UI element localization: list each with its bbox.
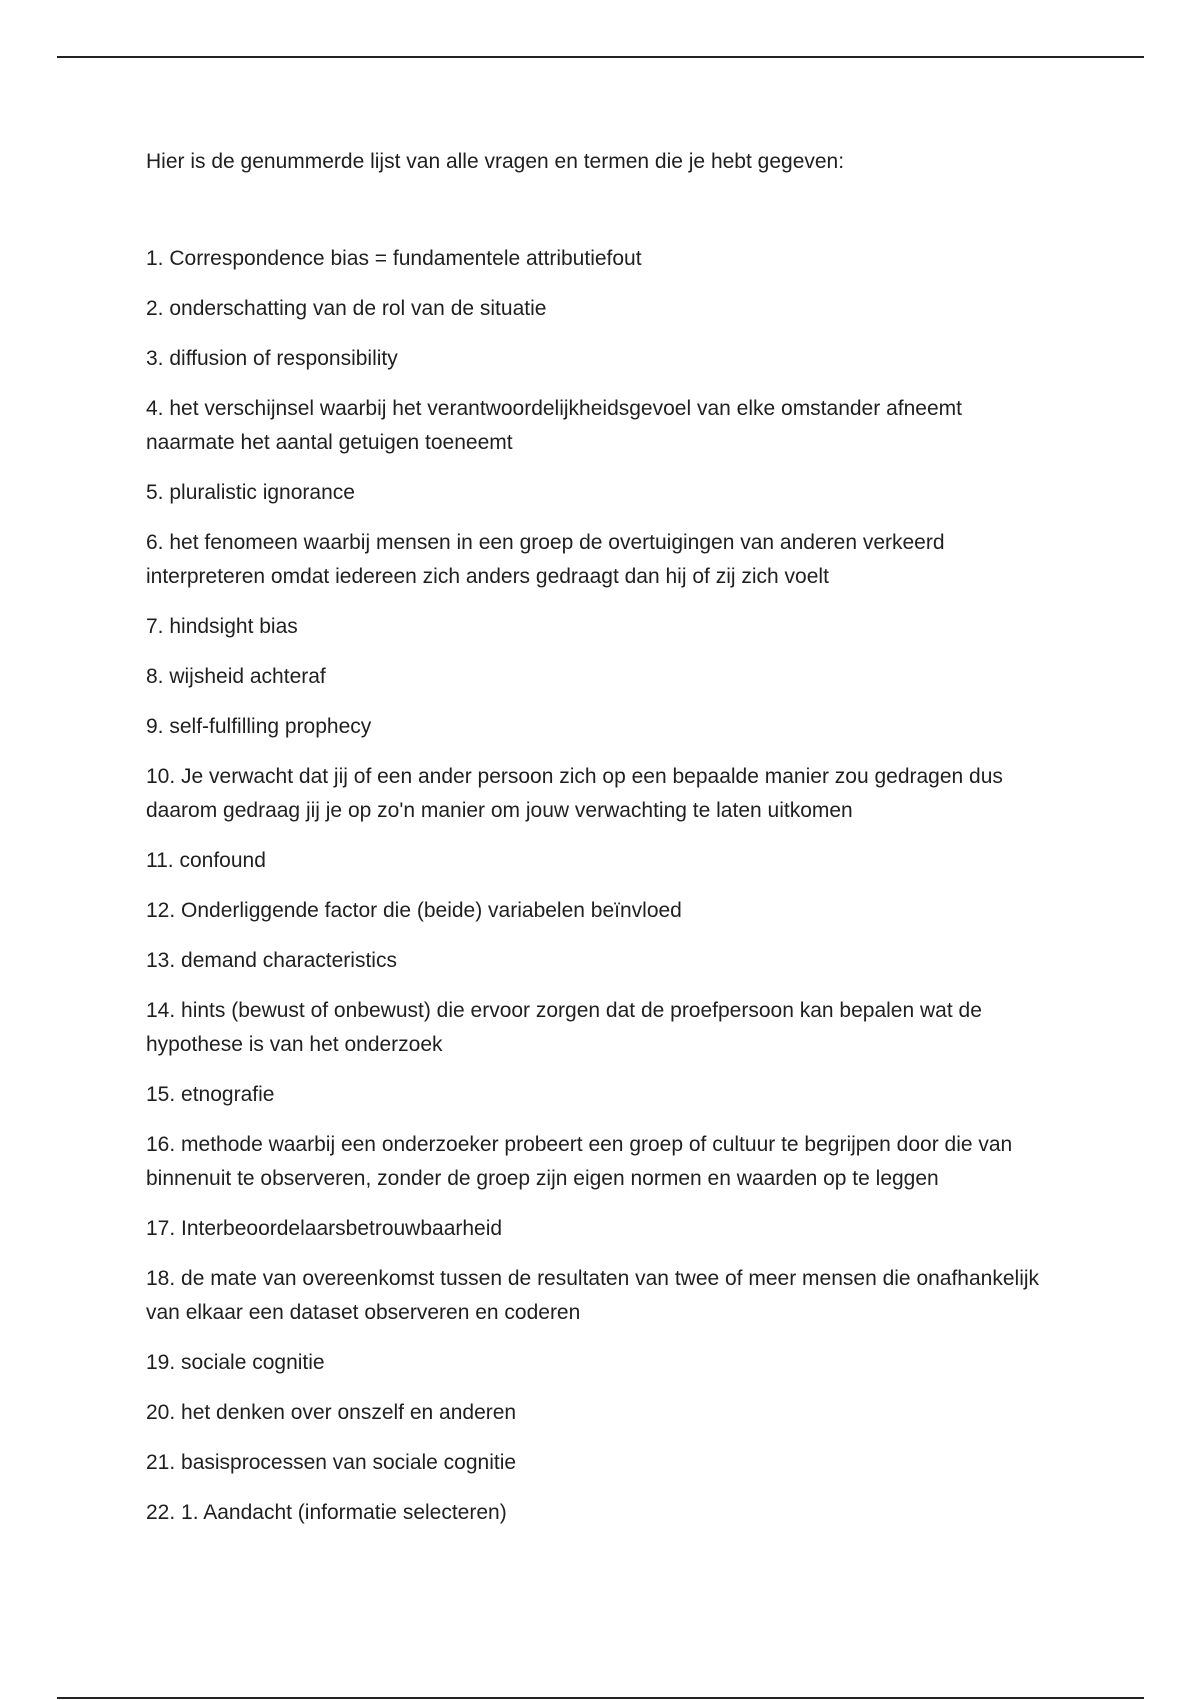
list-item: 7. hindsight bias [146,615,298,638]
list-item: 17. Interbeoordelaarsbetrouwbaarheid [146,1217,503,1240]
list-item: 19. sociale cognitie [146,1351,325,1374]
list-item: 22. 1. Aandacht (informatie selecteren) [146,1501,507,1524]
top-rule [57,56,1144,58]
list-item: 11. confound [146,849,266,872]
intro-text: Hier is de genummerde lijst van alle vragen en termen die je hebt gegeven: [146,150,845,173]
list-item: 16. methode waarbij een onderzoeker probeert een groep of cultuur te begrijpen door die van binnenuit te observeren, zonder de groep zijn eigen normen en waarden op te leggen [146,1133,1013,1190]
bottom-rule [57,1697,1144,1699]
document-body [146,145,1046,1524]
list-item: 12. Onderliggende factor die (beide) variabelen beïnvloed [146,899,682,922]
list-item: 2. onderschatting van de rol van de situatie [146,297,547,320]
list-item: 18. de mate van overeenkomst tussen de resultaten van twee of meer mensen die onafhankelijk van elkaar een dataset observeren en coderen [146,1267,1040,1324]
list-item: 14. hints (bewust of onbewust) die ervoor zorgen dat de proefpersoon kan bepalen wat de hypothese is van het onderzoek [146,999,982,1056]
list-item: 20. het denken over onszelf en anderen [146,1401,517,1424]
list-item: 6. het fenomeen waarbij mensen in een groep de overtuigingen van anderen verkeerd interpreteren omdat iedereen zich anders gedraagt dan hij of zij zich voelt [146,531,945,588]
list-item: 5. pluralistic ignorance [146,481,355,504]
list-item: 21. basisprocessen van sociale cognitie [146,1451,517,1474]
list-item: 15. etnografie [146,1083,275,1106]
list-item: 13. demand characteristics [146,949,397,972]
list-item: 10. Je verwacht dat jij of een ander persoon zich op een bepaalde manier zou gedragen dus daarom gedraag jij je op zo'n manier om jouw verwachting te laten uitkomen [146,765,1003,822]
list-item: 1. Correspondence bias = fundamentele attributiefout [146,247,642,270]
list-item: 4. het verschijnsel waarbij het verantwoordelijkheidsgevoel van elke omstander afneemt naarmate het aantal getuigen toeneemt [146,397,962,454]
list-item: 3. diffusion of responsibility [146,347,398,370]
list-item: 8. wijsheid achteraf [146,665,326,688]
numbered-list [146,242,1046,1546]
list-item: 9. self-fulfilling prophecy [146,715,372,738]
